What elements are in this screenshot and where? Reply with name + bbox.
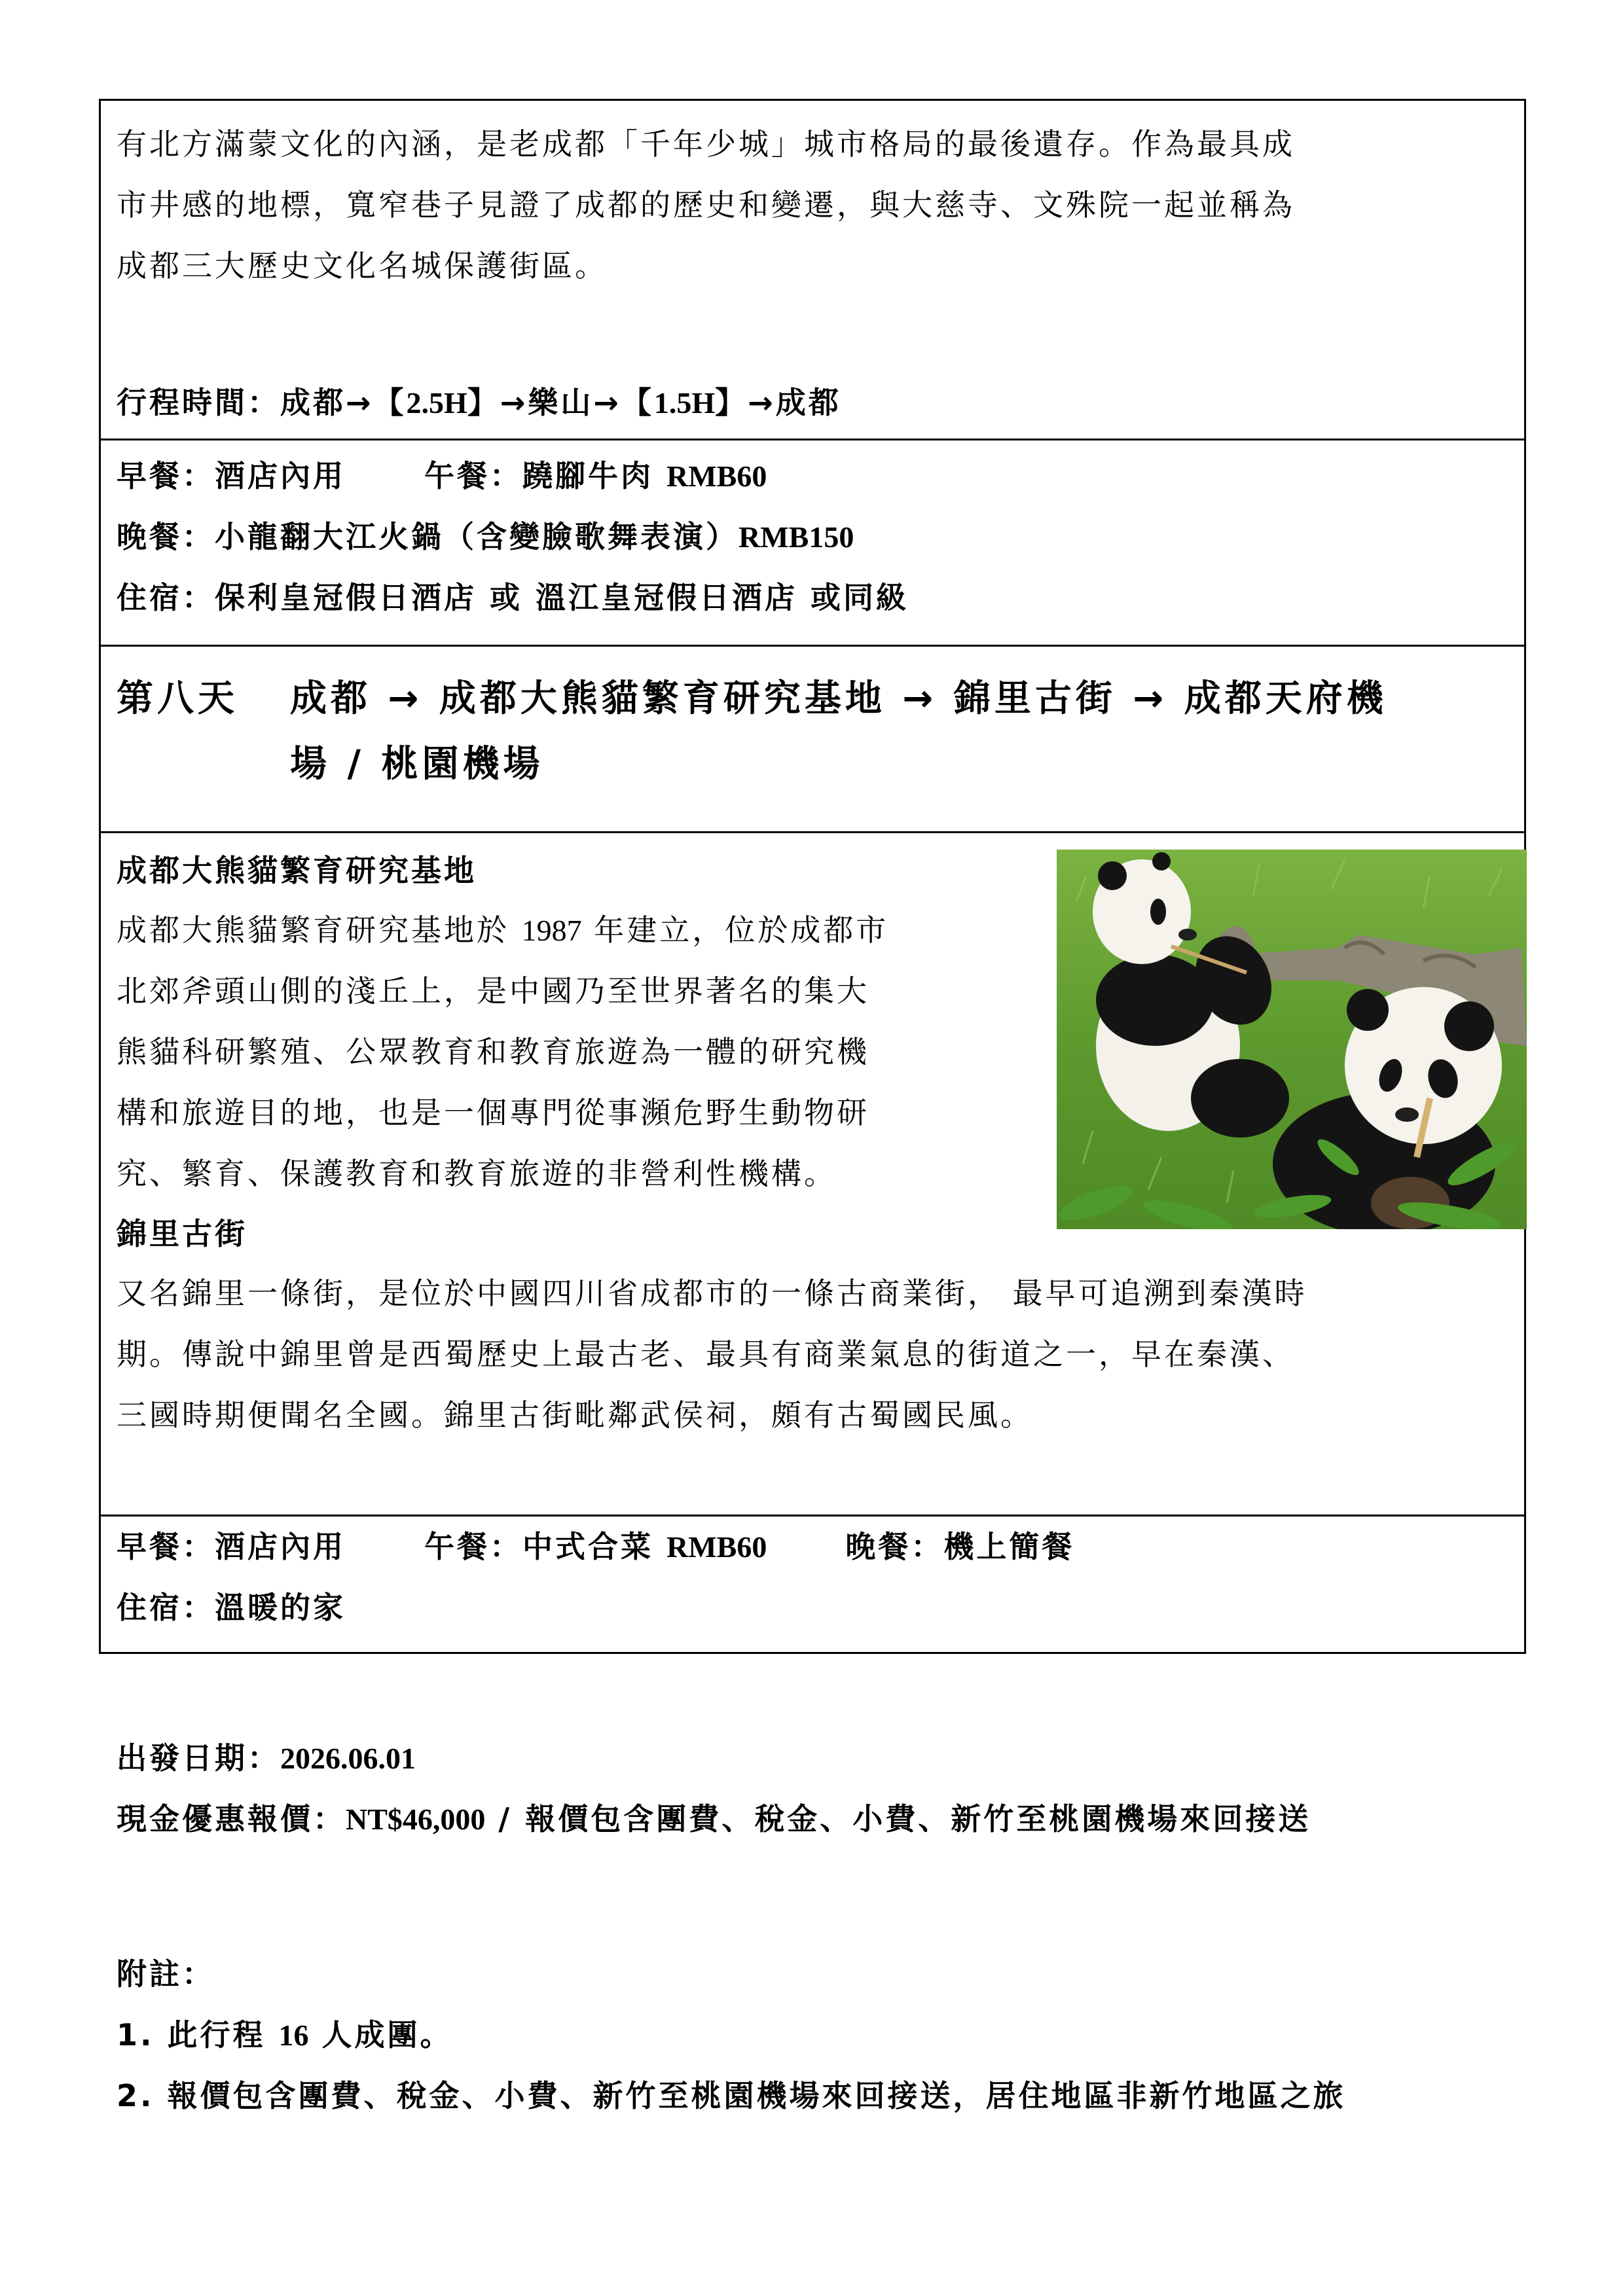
day-route (290, 666, 1508, 797)
panda-base-line: 構和旅遊目的地，也是一個專門從事瀕危野生動物研 (117, 1095, 869, 1130)
lunch-price: RMB60 (666, 1530, 767, 1564)
departure-date-value: 2026.06.01 (280, 1742, 416, 1775)
day7-dinner (117, 507, 1508, 567)
panda-photo (1057, 850, 1527, 1229)
day7-breakfast-lunch (117, 446, 1508, 507)
jinli-line: 三國時期便聞名全國。錦里古街毗鄰武侯祠，頗有古蜀國民風。 (117, 1397, 1033, 1433)
price-value: NT$46,000 (346, 1803, 486, 1836)
route-line: 成都 → 成都大熊貓繁育研究基地 → 錦里古街 → 成都天府機 (290, 677, 1387, 720)
panda-base-line: 北郊斧頭山側的淺丘上，是中國乃至世界著名的集大 (117, 973, 869, 1009)
intro-paragraph (117, 114, 1508, 296)
notes-section (117, 1944, 1544, 2126)
day7-lodging: 住宿：保利皇冠假日酒店 或 溫江皇冠假日酒店 或同級 (117, 580, 909, 615)
intro-line: 市井感的地標，寬窄巷子見證了成都的歷史和變遷，與大慈寺、文殊院一起並稱為 (117, 187, 1295, 223)
price-quote: 現金優惠報價：NT$46,000 / 報價包含團費、稅金、小費、新竹至桃園機場來回接送 (117, 1801, 1311, 1837)
trip-summary (117, 1728, 1544, 1850)
lunch-price: RMB60 (666, 459, 767, 493)
panda-base-section (117, 841, 1027, 1204)
jinli-line: 又名錦里一條街，是位於中國四川省成都市的一條古商業街， 最早可追溯到秦漢時 (117, 1276, 1307, 1311)
intro-cell (101, 101, 1524, 440)
intro-line: 有北方滿蒙文化的內涵，是老成都「千年少城」城市格局的最後遺存。作為最具成 (117, 126, 1295, 162)
note-item: 1. 此行程 16 人成團。 (117, 2017, 453, 2053)
panda-base-line: 究、繁育、保護教育和教育旅遊的非營利性機構。 (117, 1156, 837, 1191)
dinner-text: 晚餐：機上簡餐 (845, 1529, 1075, 1564)
breakfast-text: 早餐：酒店內用 (117, 1529, 346, 1564)
day8-meals-cell (101, 1516, 1524, 1652)
panda-base-line: 熊貓科研繁殖、公眾教育和教育旅遊為一體的研究機 (117, 1034, 869, 1069)
day8-header-cell (101, 647, 1524, 833)
route-line: 場 / 桃園機場 (290, 743, 544, 785)
travel-time: 行程時間：成都→【2.5H】→樂山→【1.5H】→成都 (117, 385, 841, 420)
jinli-section (117, 1204, 1508, 1446)
day8-content-cell (101, 833, 1524, 1516)
lunch-text: 午餐：蹺腳牛肉 (424, 458, 667, 493)
itinerary-table (99, 99, 1526, 1654)
notes-heading: 附註： (117, 1956, 215, 1992)
dinner-price: RMB150 (739, 520, 854, 554)
day8-meals (117, 1516, 1508, 1577)
intro-line: 成都三大歷史文化名城保護街區。 (117, 248, 608, 283)
founding-year: 1987 (521, 914, 582, 947)
jinli-title: 錦里古街 (117, 1216, 247, 1251)
jinli-line: 期。傳說中錦里曾是西蜀歷史上最古老、最具有商業氣息的街道之一，早在秦漢、 (117, 1336, 1295, 1372)
day8-lodging: 住宿：溫暖的家 (117, 1590, 346, 1625)
day7-meals-cell (101, 440, 1524, 647)
dinner-text: 晚餐：小龍翻大江火鍋（含變臉歌舞表演） (117, 519, 739, 554)
breakfast-text: 早餐：酒店內用 (117, 458, 346, 493)
travel-duration-2: 1.5H (653, 386, 716, 420)
departure-date: 出發日期：2026.06.01 (117, 1740, 416, 1776)
panda-base-line: 成都大熊貓繁育研究基地於 1987 年建立，位於成都市 (117, 912, 889, 948)
group-size: 16 (278, 2018, 309, 2052)
note-item: 2. 報價包含團費、稅金、小費、新竹至桃園機場來回接送，居住地區非新竹地區之旅 (117, 2078, 1346, 2113)
day-label: 第八天 (117, 677, 238, 720)
lunch-text: 午餐：中式合菜 (424, 1529, 667, 1564)
panda-base-title: 成都大熊貓繁育研究基地 (117, 853, 477, 888)
travel-duration-1: 2.5H (406, 386, 467, 420)
